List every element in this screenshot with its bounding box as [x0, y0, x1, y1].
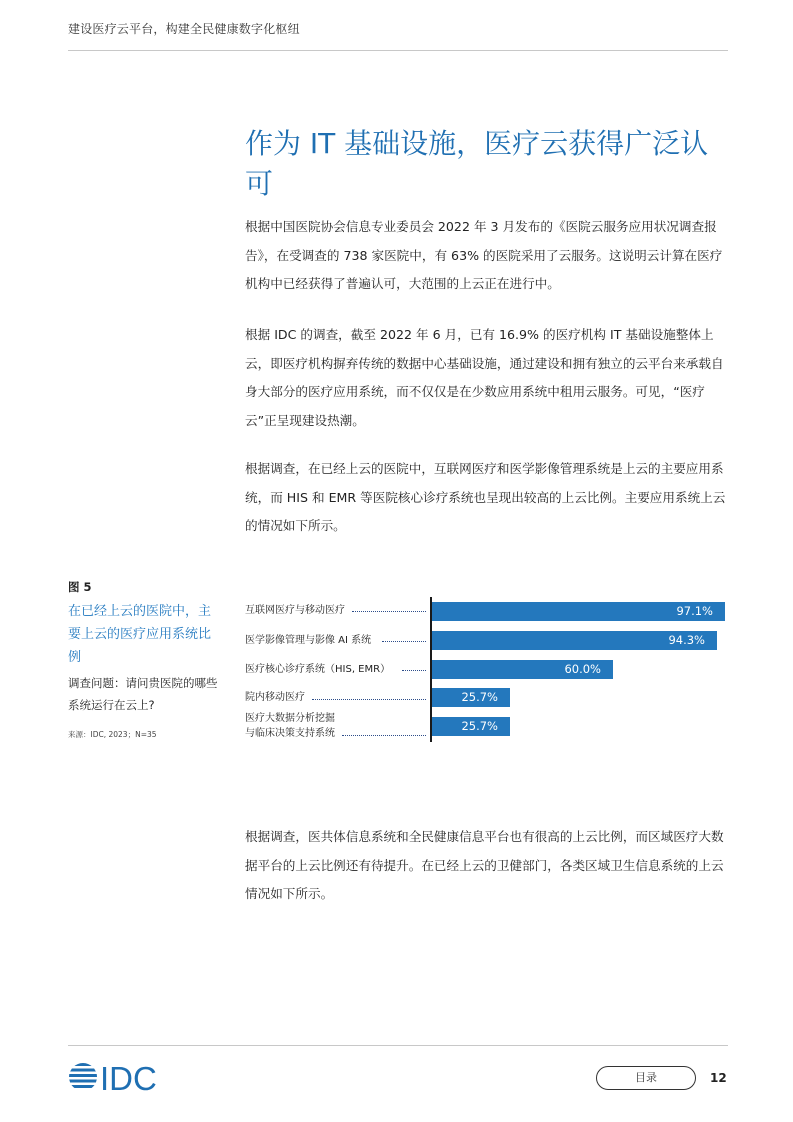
leader-dots [382, 641, 426, 642]
category-text: 院内移动医疗 [245, 692, 305, 703]
category-label [245, 603, 345, 618]
leader-dots [342, 735, 426, 736]
category-text: 互联网医疗与移动医疗 [245, 605, 345, 616]
leader-dots [402, 670, 426, 671]
bar-value-label: 25.7% [461, 690, 498, 704]
idc-logo [68, 1060, 168, 1092]
category-text: 医学影像管理与影像 AI 系统 [245, 635, 372, 646]
category-label [245, 633, 371, 648]
category-label [245, 690, 305, 705]
bar-value-label: 60.0% [564, 662, 601, 676]
category-label [245, 711, 335, 741]
bar-value-label: 25.7% [461, 719, 498, 733]
bar-value-label: 97.1% [676, 604, 713, 618]
paragraph-3: 根据调查，在已经上云的医院中，互联网医疗和医学影像管理系统是上云的主要应用系统，而 HIS 和 EMR 等医院核心诊疗系统也呈现出较高的上云比例。主要应用系统上云的情况如下所示。 [245, 461, 726, 533]
header-divider [68, 50, 728, 51]
section-title: 作为 IT 基础设施，医疗云获得广泛认可 [245, 127, 709, 200]
paragraph-1: 根据中国医院协会信息专业委员会 2022 年 3 月发布的《医院云服务应用状况调查报告》，在受调查的 738 家医院中，有 63% 的医院采用了云服务。这说明云计算在医疗机构中已经获得了普遍认可，大范围的上云正在进行中。 [245, 219, 723, 291]
table-of-contents-button[interactable]: 目录 [596, 1066, 696, 1090]
category-text: 与临床决策支持系统 [245, 728, 335, 739]
paragraph-2: 根据 IDC 的调查，截至 2022 年 6 月，已有 16.9% 的医疗机构 IT 基础设施整体上云，即医疗机构摒弃传统的数据中心基础设施，通过建设和拥有独立的云平台来承载自身大部分的医疗应用系统，而不仅仅是在少数应用系统中租用云服务。可见，“医疗云”正呈现建设热潮。 [245, 327, 724, 428]
figure-label: 图 5 [68, 580, 92, 594]
figure-source: 来源：IDC, 2023；N=35 [68, 730, 157, 739]
category-text: 医疗核心诊疗系统（HIS, EMR） [245, 664, 391, 675]
paragraph-4: 根据调查，医共体信息系统和全民健康信息平台也有很高的上云比例，而区域医疗大数据平台的上云比例还有待提升。在已经上云的卫健部门，各类区域卫生信息系统的上云情况如下所示。 [245, 829, 724, 901]
bar [432, 660, 613, 679]
leader-dots [352, 611, 426, 612]
bar [432, 717, 510, 736]
leader-dots [312, 699, 426, 700]
footer-divider [68, 1045, 728, 1046]
category-label [245, 662, 390, 677]
bar [432, 602, 725, 621]
bar [432, 631, 717, 650]
running-header-title: 建设医疗云平台，构建全民健康数字化枢纽 [68, 22, 300, 36]
bar [432, 688, 510, 707]
page-number: 12 [710, 1071, 727, 1085]
figure-question: 调查问题：请问贵医院的哪些系统运行在云上? [68, 676, 218, 712]
bar-value-label: 94.3% [668, 633, 705, 647]
globe-icon [68, 1060, 168, 1094]
svg-text:IDC: IDC [100, 1060, 157, 1094]
figure-title: 在已经上云的医院中，主要上云的医疗应用系统比例 [68, 604, 212, 665]
category-text: 医疗大数据分析挖掘 [245, 713, 335, 724]
